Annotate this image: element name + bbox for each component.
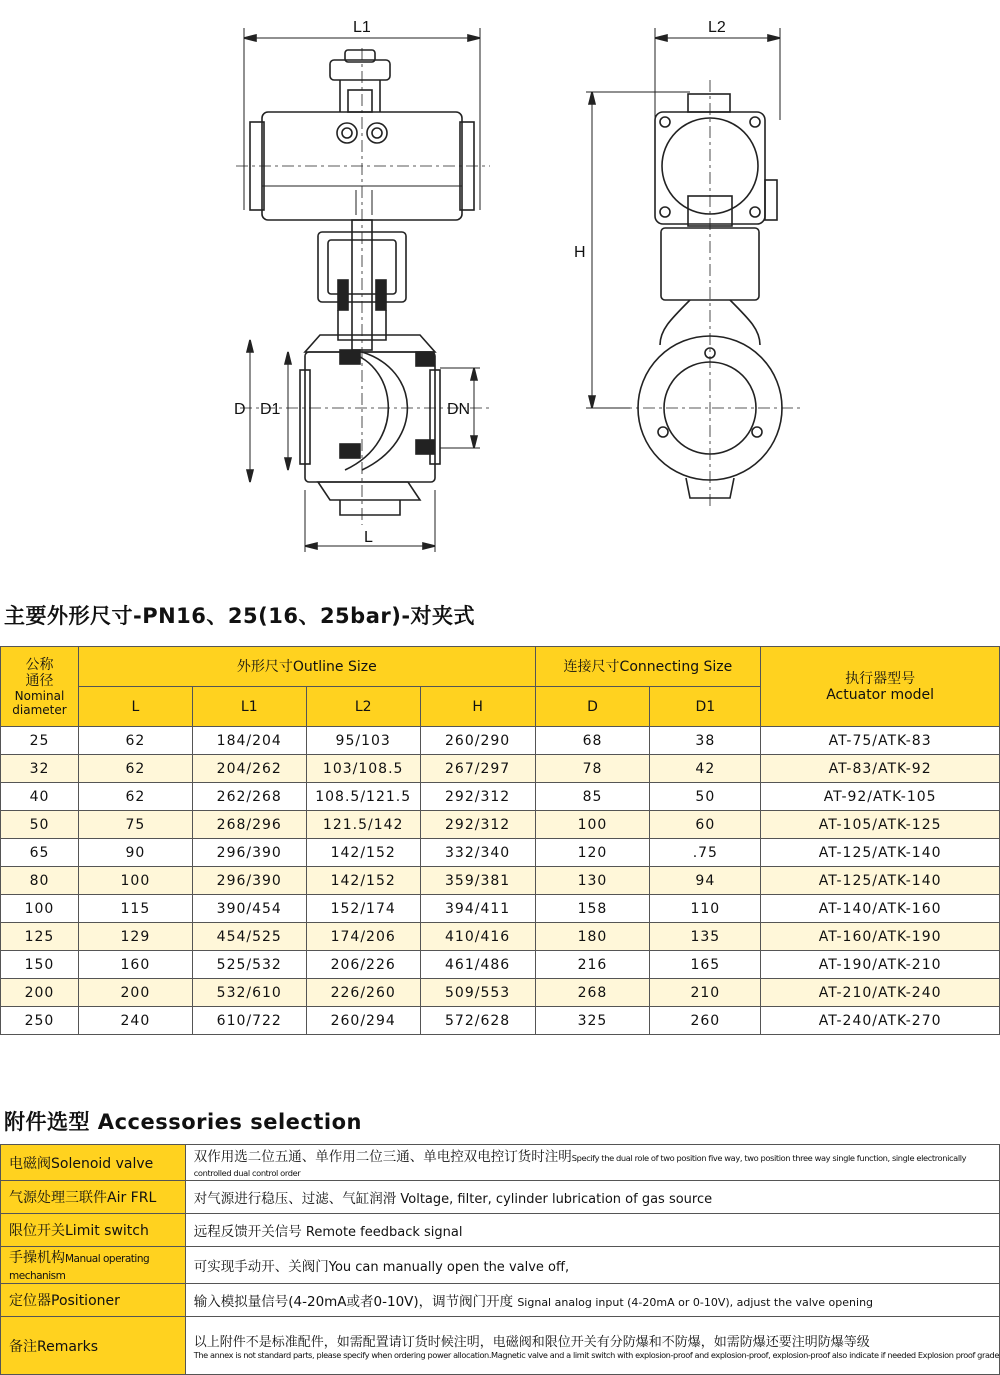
accessory-desc-en: Remote feedback signal [305,1225,463,1240]
accessory-desc [185,1317,999,1375]
accessory-label-en: Remarks [37,1338,99,1355]
cell-l2: 142/152 [306,839,420,867]
cell-model: AT-240/ATK-270 [761,1007,1000,1035]
accessory-desc-cn: 远程反馈开关信号 [193,1224,302,1240]
accessory-desc-en: Signal analog input (4-20mA or 0-10V), adjust the valve opening [517,1296,874,1309]
accessory-row [1,1181,1000,1214]
accessory-row [1,1317,1000,1375]
accessory-row [1,1284,1000,1317]
cell-model: AT-190/ATK-210 [761,951,1000,979]
table-row [1,951,1000,979]
cell-h: 292/312 [420,811,535,839]
cell-dn: 100 [1,895,79,923]
cell-l: 75 [78,811,192,839]
cell-d: 120 [535,839,650,867]
cell-d1: 135 [650,923,761,951]
cell-model: AT-83/ATK-92 [761,755,1000,783]
header-nominal [1,647,79,727]
cell-l1: 204/262 [192,755,306,783]
accessory-desc [185,1181,999,1214]
cell-dn: 25 [1,727,79,755]
accessory-row [1,1214,1000,1247]
cell-l: 90 [78,839,192,867]
cell-h: 292/312 [420,783,535,811]
cell-dn: 200 [1,979,79,1007]
accessory-label [1,1181,186,1214]
label-h: H [574,244,586,261]
cell-d1: 110 [650,895,761,923]
cell-l1: 525/532 [192,951,306,979]
cell-d: 100 [535,811,650,839]
cell-d1: 42 [650,755,761,783]
cell-l2: 174/206 [306,923,420,951]
header-actuator-en: Actuator model [826,686,935,703]
cell-d: 216 [535,951,650,979]
cell-d: 85 [535,783,650,811]
label-l1: L1 [353,19,371,36]
accessory-desc-cn: 对气源进行稳压、过滤、气缸润滑 [193,1191,397,1207]
cell-h: 359/381 [420,867,535,895]
label-d: D [234,401,246,418]
cell-l: 115 [78,895,192,923]
header-col-l2: L2 [306,687,420,727]
cell-l1: 296/390 [192,839,306,867]
accessory-desc-cn: 以上附件不是标准配件，如需配置请订货时候注明，电磁阀和限位开关有分防爆和不防爆，如需防爆还要注明防爆等级 [193,1335,870,1350]
cell-l2: 95/103 [306,727,420,755]
accessory-label-cn: 手操机构 [9,1250,65,1266]
cell-l1: 610/722 [192,1007,306,1035]
cell-l1: 454/525 [192,923,306,951]
cell-d1: .75 [650,839,761,867]
table-row [1,923,1000,951]
cell-dn: 250 [1,1007,79,1035]
cell-h: 267/297 [420,755,535,783]
accessory-desc-cn: 可实现手动开、关阀门 [193,1259,329,1275]
cell-l1: 532/610 [192,979,306,1007]
accessory-row [1,1145,1000,1181]
accessory-label [1,1145,186,1181]
accessory-desc-en: Specify the dual role of two position five way, two position three way single function, single electronically controlled dual control order [193,1153,967,1178]
accessory-label-cn: 备注 [9,1338,37,1355]
accessory-desc [185,1284,999,1317]
cell-model: AT-160/ATK-190 [761,923,1000,951]
cell-model: AT-210/ATK-240 [761,979,1000,1007]
label-d1: D1 [260,401,281,418]
accessory-label-en: Positioner [51,1293,120,1309]
cell-d: 158 [535,895,650,923]
header-connecting-size: 连接尺寸Connecting Size [535,647,761,687]
cell-model: AT-140/ATK-160 [761,895,1000,923]
accessory-label-cn: 限位开关 [9,1223,65,1239]
cell-dn: 50 [1,811,79,839]
cell-dn: 125 [1,923,79,951]
table-row [1,979,1000,1007]
cell-l2: 260/294 [306,1007,420,1035]
header-col-l1: L1 [192,687,306,727]
cell-h: 572/628 [420,1007,535,1035]
accessory-desc [185,1247,999,1284]
table-row [1,895,1000,923]
accessory-label [1,1317,186,1375]
accessory-desc [185,1214,999,1247]
header-col-d1: D1 [650,687,761,727]
accessory-label-cn: 电磁阀 [9,1155,51,1172]
cell-l1: 390/454 [192,895,306,923]
table-row [1,727,1000,755]
accessory-label-en: Air FRL [107,1190,157,1206]
cell-model: AT-125/ATK-140 [761,867,1000,895]
cell-h: 332/340 [420,839,535,867]
cell-model: AT-75/ATK-83 [761,727,1000,755]
cell-h: 260/290 [420,727,535,755]
cell-dn: 40 [1,783,79,811]
header-actuator-model [761,647,1000,727]
cell-l1: 184/204 [192,727,306,755]
cell-l2: 152/174 [306,895,420,923]
cell-d: 130 [535,867,650,895]
cell-l: 129 [78,923,192,951]
cell-l2: 121.5/142 [306,811,420,839]
cell-d: 180 [535,923,650,951]
cell-l: 62 [78,727,192,755]
table-row [1,839,1000,867]
cell-d1: 260 [650,1007,761,1035]
cell-d: 68 [535,727,650,755]
cell-l1: 296/390 [192,867,306,895]
cell-l: 62 [78,783,192,811]
cell-d1: 50 [650,783,761,811]
accessory-desc-en: Voltage, filter, cylinder lubrication of gas source [400,1192,713,1207]
label-l: L [364,529,373,546]
cell-l2: 103/108.5 [306,755,420,783]
cell-l: 160 [78,951,192,979]
accessory-label-en: Solenoid valve [51,1155,154,1172]
cell-l2: 142/152 [306,867,420,895]
accessory-label-cn: 定位器 [9,1293,51,1309]
cell-l1: 268/296 [192,811,306,839]
label-dn: DN [447,401,471,418]
dimension-table-title: 主要外形尺寸-PN16、25(16、25bar)-对夹式 [4,604,476,628]
cell-d: 268 [535,979,650,1007]
label-l2: L2 [708,19,726,36]
table-row [1,783,1000,811]
accessory-label-en: Manual operating mechanism [9,1253,150,1282]
cell-dn: 32 [1,755,79,783]
cell-d1: 60 [650,811,761,839]
cell-l2: 226/260 [306,979,420,1007]
cell-d: 78 [535,755,650,783]
accessory-desc-cn: 输入模拟量信号(4-20mA或者0-10V)，调节阀门开度 [193,1294,514,1310]
header-col-l: L [78,687,192,727]
table-row [1,811,1000,839]
dimension-table [0,646,1000,1035]
accessory-label [1,1214,186,1247]
header-col-h: H [420,687,535,727]
cell-dn: 150 [1,951,79,979]
valve-technical-drawing [0,0,1000,585]
accessory-label-en: Limit switch [65,1223,149,1239]
header-nominal-cn: 公称通径 [25,656,54,689]
header-outline-size: 外形尺寸Outline Size [78,647,535,687]
cell-h: 461/486 [420,951,535,979]
cell-d1: 38 [650,727,761,755]
cell-model: AT-105/ATK-125 [761,811,1000,839]
cell-h: 509/553 [420,979,535,1007]
cell-h: 410/416 [420,923,535,951]
accessory-desc [185,1145,999,1181]
cell-model: AT-92/ATK-105 [761,783,1000,811]
cell-l2: 206/226 [306,951,420,979]
cell-l: 62 [78,755,192,783]
table-row [1,1007,1000,1035]
accessory-row [1,1247,1000,1284]
cell-l: 240 [78,1007,192,1035]
table-row [1,867,1000,895]
accessory-label-cn: 气源处理三联件 [9,1190,107,1206]
accessory-desc-en: The annex is not standard parts, please specify when ordering power allocation.Magnetic valve and a limit switch with explosion-proof and explosion-proof, explosion-proof also indicate if needed Explosion proof grade [193,1350,999,1360]
cell-d1: 94 [650,867,761,895]
header-nominal-en: Nominal diameter [12,688,67,717]
cell-model: AT-125/ATK-140 [761,839,1000,867]
cell-l: 200 [78,979,192,1007]
cell-h: 394/411 [420,895,535,923]
header-col-d: D [535,687,650,727]
cell-d: 325 [535,1007,650,1035]
cell-l2: 108.5/121.5 [306,783,420,811]
accessory-label [1,1284,186,1317]
cell-d1: 165 [650,951,761,979]
accessories-title: 附件选型 Accessories selection [4,1110,362,1134]
header-actuator-cn: 执行器型号 [845,670,916,687]
cell-dn: 65 [1,839,79,867]
accessory-desc-cn: 双作用选二位五通、单作用二位三通、单电控双电控订货时注明 [193,1149,572,1165]
accessories-table [0,1144,1000,1375]
cell-l: 100 [78,867,192,895]
cell-dn: 80 [1,867,79,895]
table-row [1,755,1000,783]
accessory-desc-en: You can manually open the valve off, [328,1260,570,1275]
accessory-label [1,1247,186,1284]
cell-l1: 262/268 [192,783,306,811]
cell-d1: 210 [650,979,761,1007]
